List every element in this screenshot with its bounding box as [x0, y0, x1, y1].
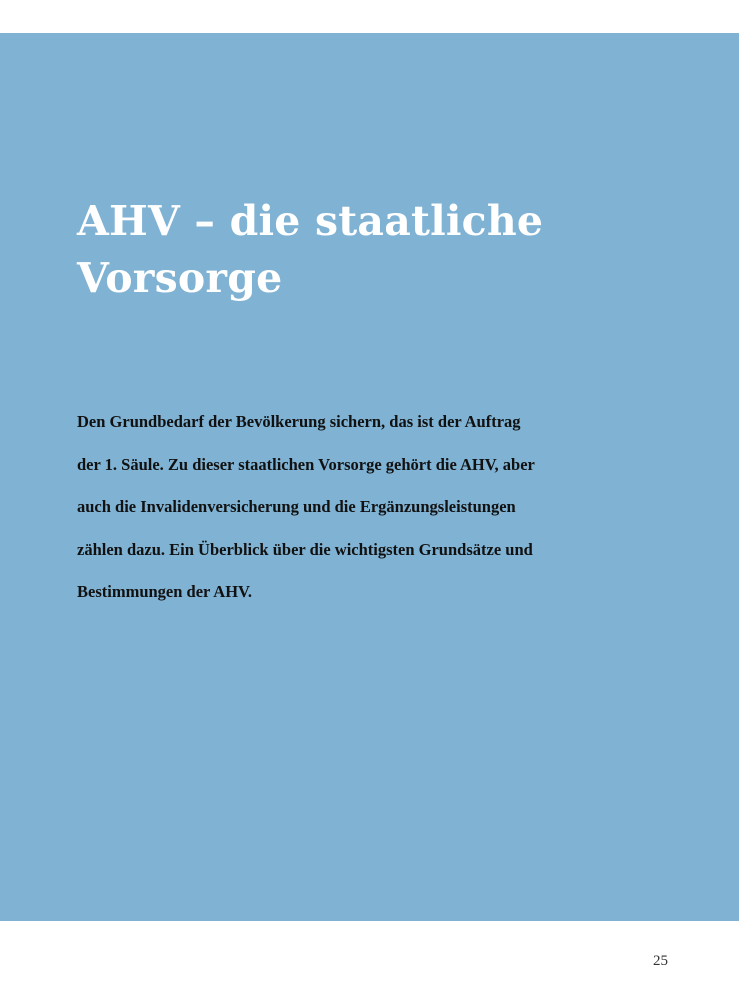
- top-margin: [0, 0, 739, 33]
- chapter-title-line: AHV – die staatliche: [77, 197, 544, 245]
- chapter-opener-panel: [0, 33, 739, 921]
- intro-line: Bestimmungen der AHV.: [77, 582, 252, 601]
- intro-line: auch die Invalidenversicherung und die Ergänzungsleistungen: [77, 497, 516, 516]
- intro-line: der 1. Säule. Zu dieser staatlichen Vorsorge gehört die AHV, aber: [77, 454, 535, 474]
- intro-line: Den Grundbedarf der Bevölkerung sichern, das ist der Auftrag: [77, 412, 521, 431]
- chapter-title-line: Vorsorge: [77, 254, 283, 302]
- chapter-title: [77, 193, 697, 307]
- intro-line: zählen dazu. Ein Überblick über die wichtigsten Grundsätze und: [77, 539, 533, 559]
- page-number: 25: [653, 953, 668, 969]
- chapter-intro: [77, 401, 677, 614]
